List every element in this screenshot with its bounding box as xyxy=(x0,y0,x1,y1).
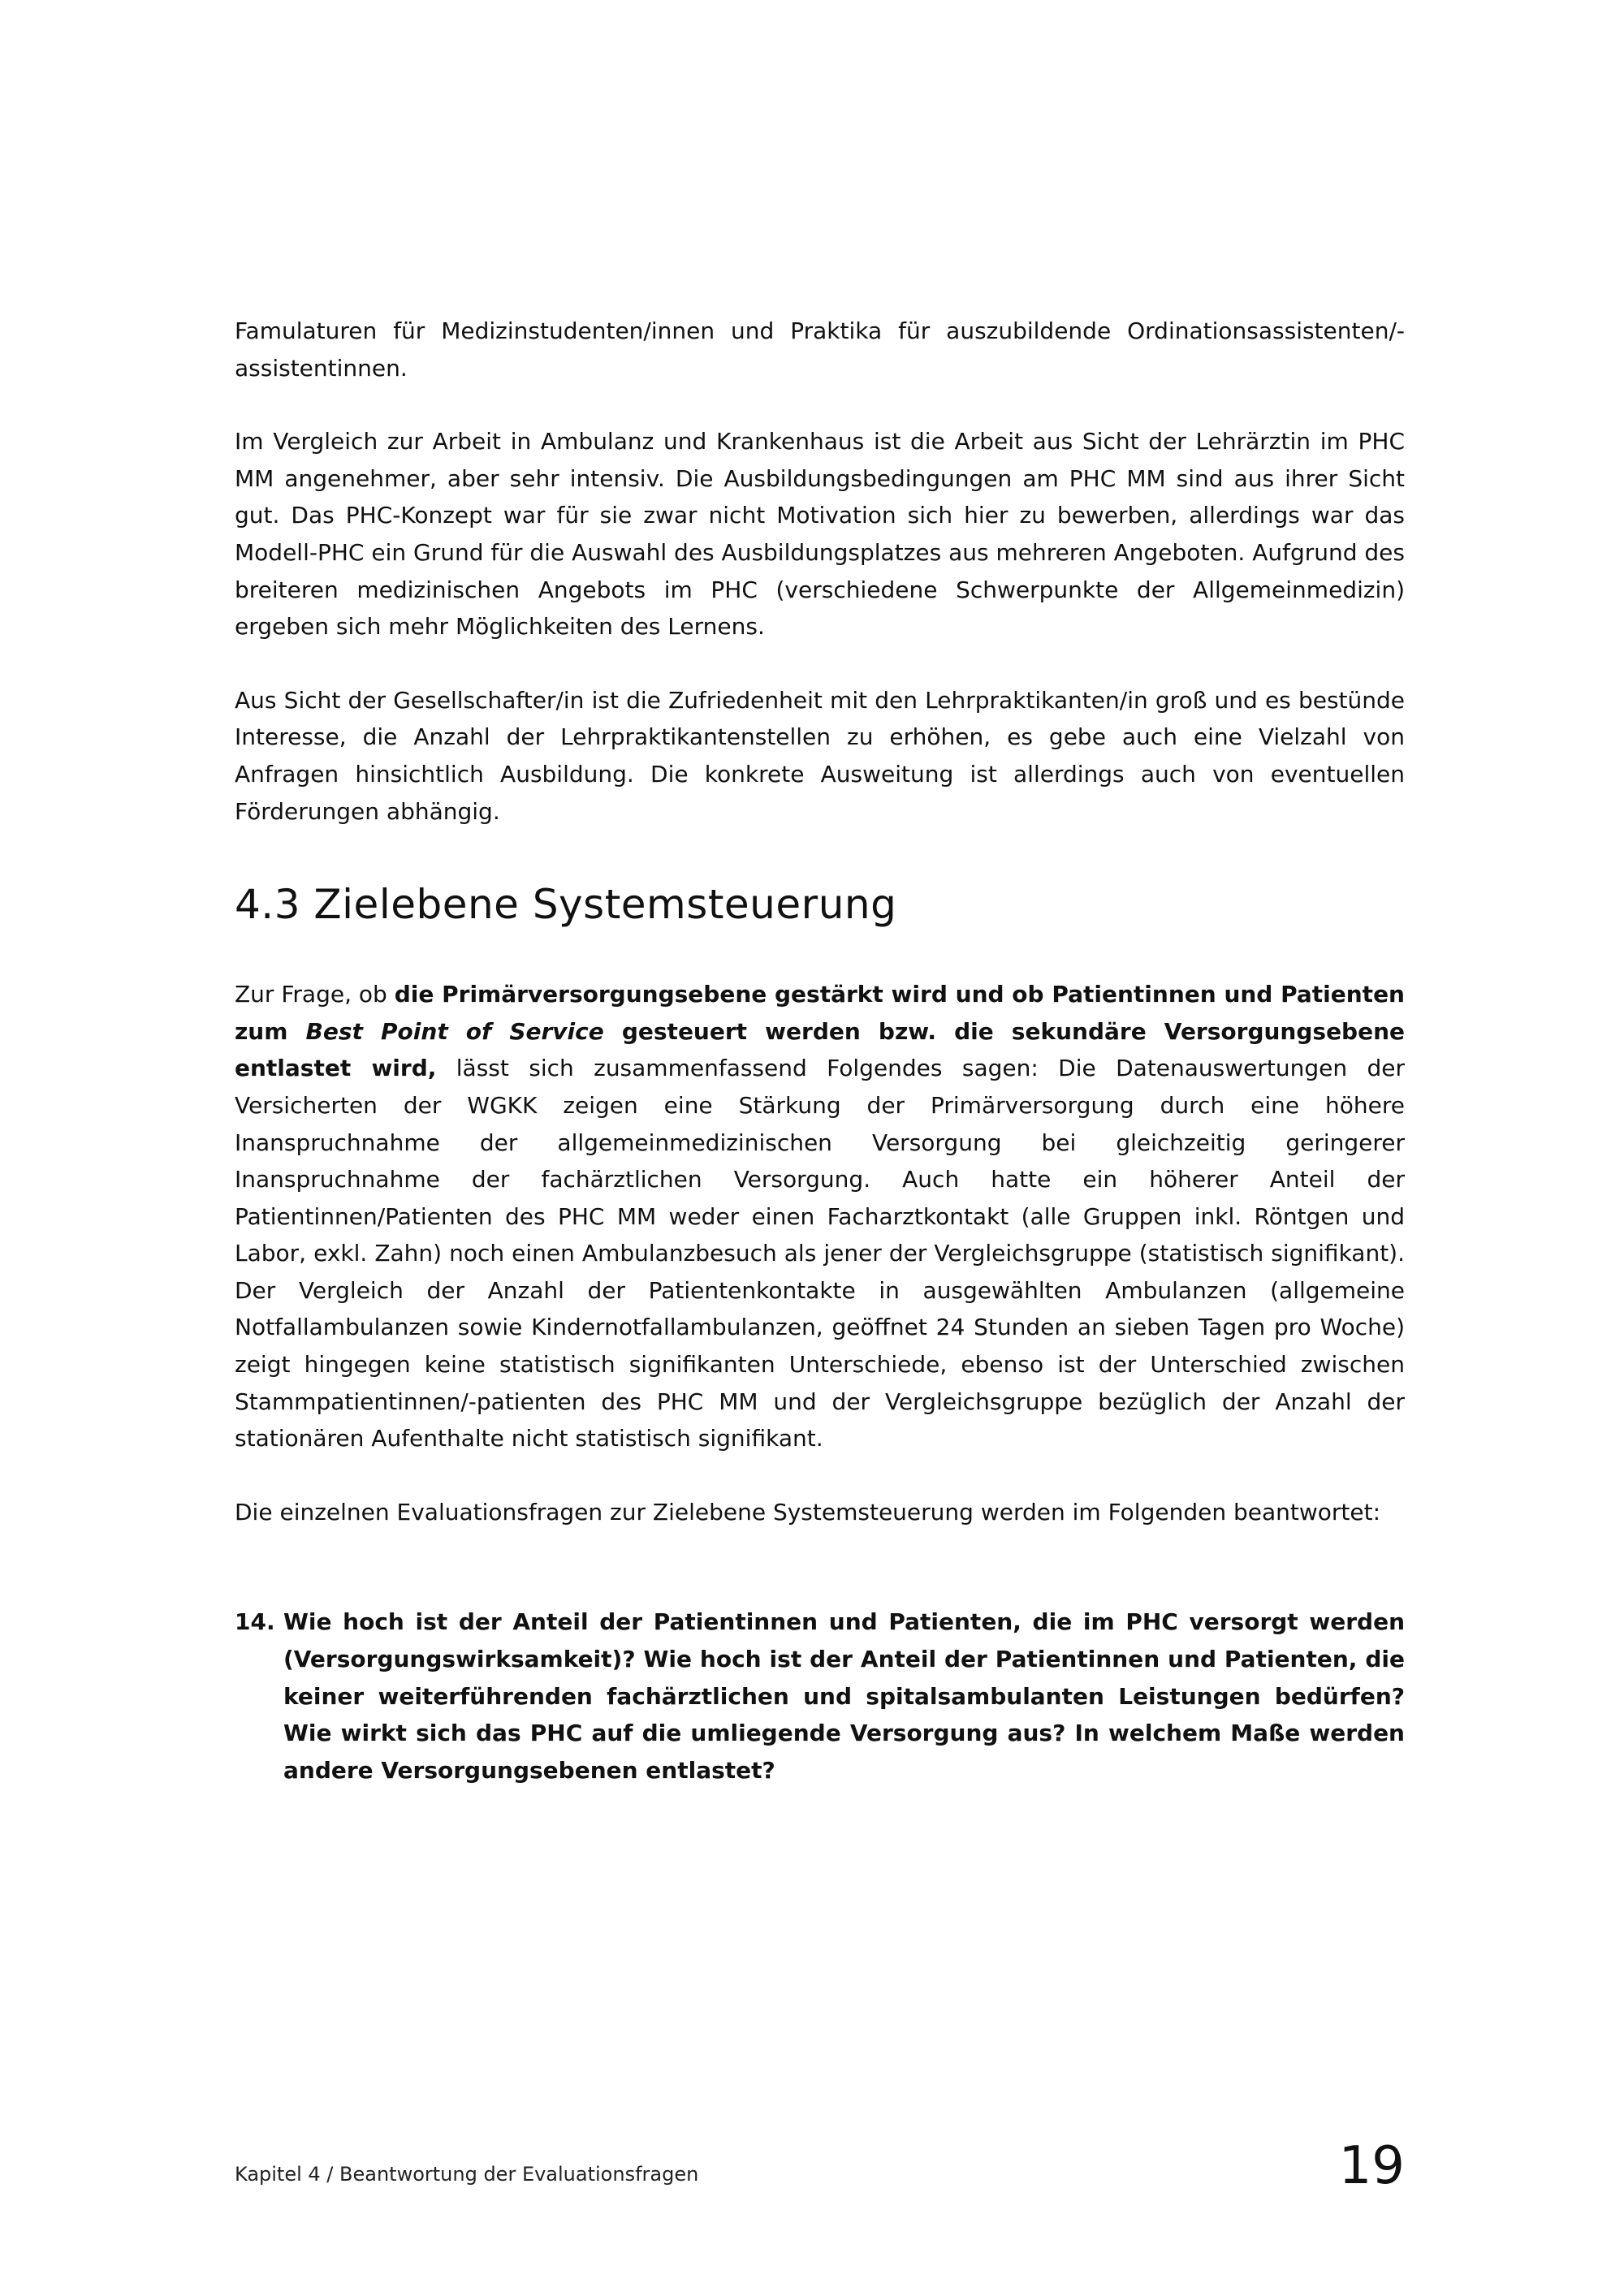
paragraph-evaluationsfragen: Die einzelnen Evaluationsfragen zur Zielebene Systemsteuerung werden im Folgenden beantwortet: xyxy=(235,1498,1381,1526)
intro-bold-italic: Best Point of Service xyxy=(305,1017,604,1045)
intro-prefix: Zur Frage, ob xyxy=(235,981,395,1008)
paragraph-gesellschafter: Aus Sicht der Gesellschafter/in ist die Zufriedenheit mit den Lehrpraktikanten/in groß und es bestünde Interesse, die Anzahl der Lehrpraktikantenstellen zu erhöhen, es gebe auch eine Vielzahl von Anfragen hinsichtlich Ausbildung. Die konkrete Ausweitung ist allerdings auch von eventuellen Förderungen abhängig. xyxy=(235,686,1405,825)
intro-bold-1: die Primärversorgungsebene gestärkt wird und ob Patientinnen und Patienten zum xyxy=(235,981,1405,1045)
paragraph-intro xyxy=(235,976,1405,1457)
question-14 xyxy=(235,1603,1405,1789)
question-text: Wie hoch ist der Anteil der Patientinnen und Patienten, die im PHC versorgt werden (Versorgungswirksamkeit)? Wie hoch ist der Anteil der Patientinnen und Patienten, die keiner weiterführenden fachärztlichen und spitalsambulanten Leistungen bedürfen? Wie wirkt sich das PHC auf die umliegende Versorgung aus? In welchem Maße werden andere Versorgungsebenen entlastet? xyxy=(283,1608,1405,1784)
footer-chapter: Kapitel 4 / Beantwortung der Evaluationsfragen xyxy=(235,2163,699,2186)
paragraph-lehraerztin: Im Vergleich zur Arbeit in Ambulanz und Krankenhaus ist die Arbeit aus Sicht der Lehrärztin im PHC MM angenehmer, aber sehr intensiv. Die Ausbildungsbedingungen am PHC MM sind aus ihrer Sicht gut. Das PHC-Konzept war für sie zwar nicht Motivation sich hier zu bewerben, allerdings war das Modell-PHC ein Grund für die Auswahl des Ausbildungsplatzes aus mehreren Angeboten. Aufgrund des breiteren medizinischen Angebots im PHC (verschiedene Schwerpunkte der Allgemeinmedizin) ergeben sich mehr Möglichkeiten des Lernens. xyxy=(235,428,1405,641)
paragraph-famulaturen: Famulaturen für Medizinstudenten/innen und Praktika für auszubildende Ordinationsassistenten/-assistentinnen. xyxy=(235,317,1405,382)
intro-bold-2: gesteuert werden bzw. die sekundäre Versorgungsebene entlastet wird, xyxy=(235,1017,1406,1082)
intro-rest: lässt sich zusammenfassend Folgendes sagen: Die Datenauswertungen der Versicherten der WGKK zeigen eine Stärkung der Primärversorgung durch eine höhere Inanspruchnahme der allgemeinmedizinischen Versorgung bei gleichzeitig geringerer Inanspruchnahme der fachärztlichen Versorgung. Auch hatte ein höherer Anteil der Patientinnen/Patienten des PHC MM weder einen Facharztkontakt (alle Gruppen inkl. Röntgen und Labor, exkl. Zahn) noch einen Ambulanzbesuch als jener der Vergleichsgruppe (statistisch signifikant). Der Vergleich der Anzahl der Patientenkontakte in ausgewählten Ambulanzen (allgemeine Notfallambulanzen sowie Kindernotfallambulanzen, geöffnet 24 Stunden an sieben Tagen pro Woche) zeigt hingegen keine statistisch signifikanten Unterschiede, ebenso ist der Unterschied zwischen Stammpatientinnen/-patienten des PHC MM und der Vergleichsgruppe bezüglich der Anzahl der stationären Aufenthalte nicht statistisch signifikant. xyxy=(235,1055,1405,1452)
question-number: 14. xyxy=(235,1608,275,1636)
page-number: 19 xyxy=(1338,2136,1405,2196)
page-footer xyxy=(235,2127,1405,2196)
section-heading: 4.3 Zielebene Systemsteuerung xyxy=(235,881,897,929)
page-body xyxy=(235,313,1405,1789)
